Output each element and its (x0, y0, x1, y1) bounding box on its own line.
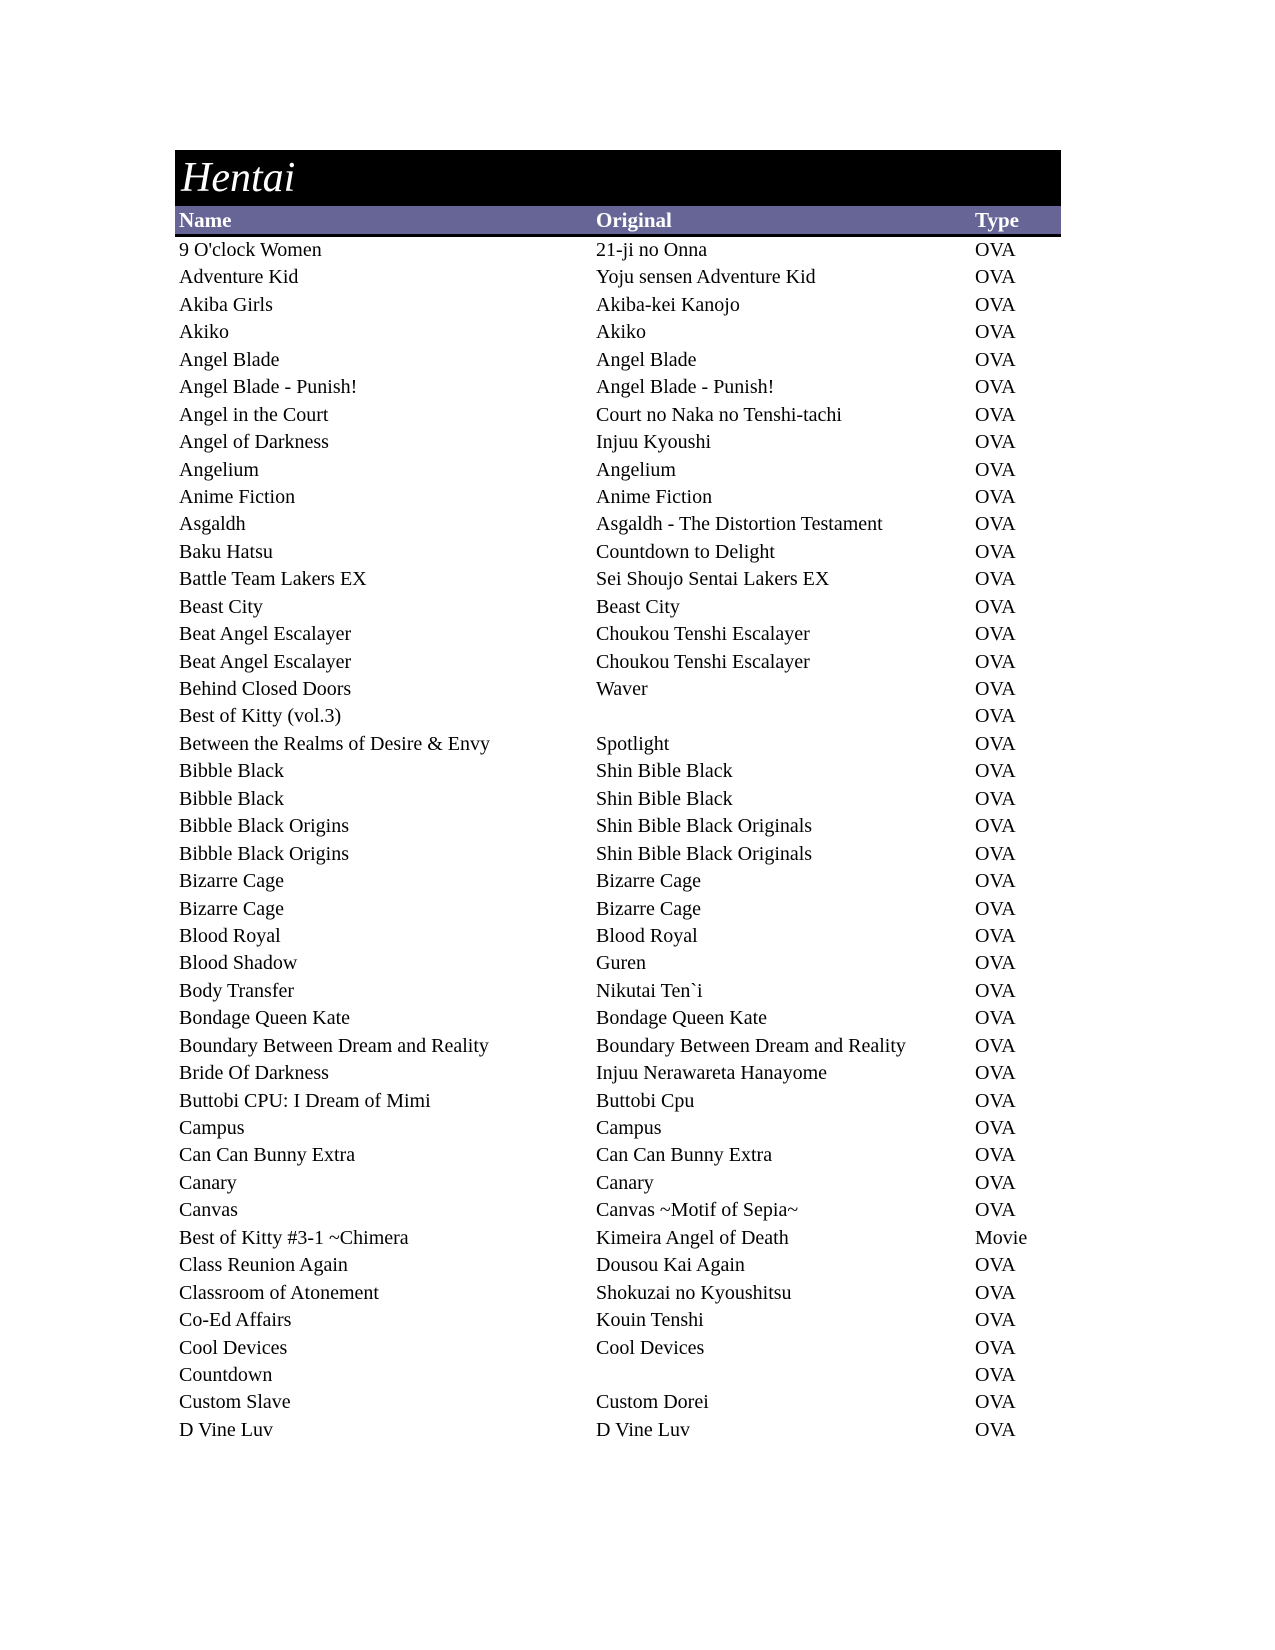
cell-name: Angel Blade - Punish! (179, 376, 358, 399)
cell-type: OVA (975, 431, 1016, 454)
cell-original: Custom Dorei (596, 1391, 709, 1414)
cell-type: OVA (975, 705, 1016, 728)
cell-name: Canvas (179, 1199, 238, 1222)
cell-original: Spotlight (596, 732, 670, 755)
cell-name: Asgaldh (179, 513, 246, 536)
cell-type: OVA (975, 870, 1016, 893)
table-row (175, 1088, 1061, 1115)
cell-name: Canary (179, 1171, 237, 1194)
cell-type: OVA (975, 239, 1016, 261)
cell-type: OVA (975, 897, 1016, 920)
table-row (175, 1225, 1061, 1252)
cell-name: Angel in the Court (179, 403, 329, 426)
cell-original: Akiko (596, 321, 646, 344)
cell-name: Between the Realms of Desire & Envy (179, 732, 491, 755)
cell-original: Blood Royal (596, 924, 698, 947)
cell-name: Behind Closed Doors (179, 678, 352, 700)
table-row (175, 649, 1061, 676)
cell-name: Bondage Queen Kate (179, 1007, 351, 1030)
table-row (175, 1335, 1061, 1362)
table-row (175, 374, 1061, 401)
table-row (175, 841, 1061, 868)
cell-type: OVA (975, 1171, 1016, 1194)
cell-type: OVA (975, 1418, 1016, 1441)
header-original: Original (596, 208, 672, 232)
cell-name: Beat Angel Escalayer (179, 650, 352, 673)
cell-original: Dousou Kai Again (596, 1254, 745, 1277)
cell-original: Guren (596, 952, 646, 975)
cell-name: Bride Of Darkness (179, 1062, 329, 1085)
table-row (175, 237, 1061, 264)
cell-type: OVA (975, 1089, 1016, 1112)
cell-name: Bizarre Cage (179, 870, 284, 893)
cell-original: Choukou Tenshi Escalayer (596, 623, 810, 646)
cell-original: Kouin Tenshi (596, 1309, 704, 1332)
cell-name: Boundary Between Dream and Reality (179, 1034, 489, 1057)
cell-original: Boundary Between Dream and Reality (596, 1034, 906, 1057)
table-header (175, 206, 1061, 237)
cell-name: Body Transfer (179, 979, 295, 1002)
cell-name: Anime Fiction (179, 485, 296, 508)
cell-type: OVA (975, 376, 1016, 399)
cell-name: Blood Shadow (179, 952, 298, 975)
cell-type: OVA (975, 623, 1016, 646)
cell-name: D Vine Luv (179, 1418, 273, 1441)
table-row (175, 1197, 1061, 1224)
cell-original: Waver (596, 678, 648, 700)
cell-name: Beat Angel Escalayer (179, 623, 352, 646)
cell-original: Shokuzai no Kyoushitsu (596, 1281, 792, 1304)
table-row (175, 1362, 1061, 1389)
cell-original: Bizarre Cage (596, 870, 701, 893)
table-row (175, 1389, 1061, 1416)
cell-original: Court no Naka no Tenshi-tachi (596, 403, 842, 426)
cell-original: Sei Shoujo Sentai Lakers EX (596, 568, 830, 591)
cell-original: Kimeira Angel of Death (596, 1226, 789, 1249)
cell-type: OVA (975, 732, 1016, 755)
cell-original: Shin Bible Black (596, 787, 733, 810)
cell-original: Nikutai Ten`i (596, 979, 703, 1002)
cell-type: OVA (975, 1199, 1016, 1222)
header-type: Type (975, 208, 1019, 232)
cell-original: Cool Devices (596, 1336, 705, 1359)
cell-type: OVA (975, 403, 1016, 426)
cell-type: OVA (975, 979, 1016, 1002)
table-row (175, 1170, 1061, 1197)
table-row (175, 621, 1061, 648)
table-row (175, 1115, 1061, 1142)
cell-original: Choukou Tenshi Escalayer (596, 650, 810, 673)
cell-type: OVA (975, 513, 1016, 536)
cell-name: Angel Blade (179, 348, 280, 371)
cell-type: OVA (975, 540, 1016, 563)
table-row (175, 731, 1061, 758)
cell-original: Bondage Queen Kate (596, 1007, 768, 1030)
cell-original: Campus (596, 1117, 662, 1139)
cell-original: Bizarre Cage (596, 897, 701, 920)
cell-type: OVA (975, 1007, 1016, 1030)
table-row (175, 1417, 1061, 1444)
sheet-title: Hentai (181, 155, 296, 201)
cell-original: Buttobi Cpu (596, 1089, 695, 1112)
table-row (175, 264, 1061, 291)
cell-type: OVA (975, 842, 1016, 865)
cell-name: Co-Ed Affairs (179, 1309, 292, 1332)
cell-name: Best of Kitty #3-1 ~Chimera (179, 1226, 409, 1249)
cell-type: OVA (975, 952, 1016, 975)
cell-original: Beast City (596, 595, 680, 618)
cell-original: Asgaldh - The Distortion Testament (596, 513, 883, 536)
cell-name: Angel of Darkness (179, 431, 329, 454)
cell-original: Shin Bible Black (596, 760, 733, 783)
cell-name: Bibble Black (179, 787, 284, 810)
cell-name: Cool Devices (179, 1336, 288, 1359)
table-row (175, 402, 1061, 429)
cell-type: OVA (975, 1117, 1016, 1139)
table-row (175, 347, 1061, 374)
cell-type: OVA (975, 1144, 1016, 1167)
cell-type: OVA (975, 1034, 1016, 1057)
cell-name: Bibble Black Origins (179, 815, 349, 838)
cell-type: OVA (975, 1336, 1016, 1359)
cell-name: Beast City (179, 595, 263, 618)
cell-original: Canary (596, 1171, 654, 1194)
table-row (175, 1005, 1061, 1032)
cell-name: Akiko (179, 321, 229, 344)
table-row (175, 566, 1061, 593)
cell-type: OVA (975, 485, 1016, 508)
table-row (175, 319, 1061, 346)
cell-name: Best of Kitty (vol.3) (179, 705, 342, 728)
cell-type: OVA (975, 678, 1016, 700)
cell-type: OVA (975, 1309, 1016, 1332)
table-row (175, 676, 1061, 703)
cell-type: OVA (975, 595, 1016, 618)
cell-type: OVA (975, 815, 1016, 838)
cell-name: Bizarre Cage (179, 897, 284, 920)
cell-name: Custom Slave (179, 1391, 291, 1414)
header-name: Name (179, 208, 232, 232)
table-row (175, 484, 1061, 511)
cell-name: Classroom of Atonement (179, 1281, 379, 1304)
cell-type: OVA (975, 1254, 1016, 1277)
table-row (175, 813, 1061, 840)
table-row (175, 896, 1061, 923)
table-row (175, 786, 1061, 813)
cell-type: OVA (975, 266, 1016, 289)
cell-original: Injuu Kyoushi (596, 431, 711, 454)
cell-type: OVA (975, 760, 1016, 783)
cell-original: Shin Bible Black Originals (596, 842, 813, 865)
cell-type: OVA (975, 458, 1016, 481)
cell-original: Canvas ~Motif of Sepia~ (596, 1199, 799, 1222)
cell-type: OVA (975, 1281, 1016, 1304)
cell-original: Yoju sensen Adventure Kid (596, 266, 816, 289)
cell-name: Campus (179, 1117, 245, 1139)
table-row (175, 868, 1061, 895)
table-row (175, 703, 1061, 730)
cell-name: 9 O'clock Women (179, 239, 322, 261)
cell-original: Angel Blade - Punish! (596, 376, 775, 399)
title-bar (175, 150, 1061, 206)
cell-name: Bibble Black Origins (179, 842, 349, 865)
cell-type: OVA (975, 1363, 1016, 1386)
cell-original: Akiba-kei Kanojo (596, 293, 740, 316)
cell-type: OVA (975, 293, 1016, 316)
cell-original: Angelium (596, 458, 676, 481)
cell-type: OVA (975, 787, 1016, 810)
cell-type: OVA (975, 568, 1016, 591)
cell-original: Can Can Bunny Extra (596, 1144, 773, 1167)
cell-type: OVA (975, 924, 1016, 947)
cell-name: Blood Royal (179, 924, 281, 947)
cell-original: Anime Fiction (596, 485, 713, 508)
cell-type: OVA (975, 1062, 1016, 1085)
table-row (175, 1252, 1061, 1279)
table-row (175, 511, 1061, 538)
cell-original: Injuu Nerawareta Hanayome (596, 1062, 827, 1085)
cell-name: Countdown (179, 1363, 273, 1386)
table-row (175, 1280, 1061, 1307)
cell-name: Adventure Kid (179, 266, 299, 289)
table-row (175, 1307, 1061, 1334)
table-row (175, 978, 1061, 1005)
cell-name: Class Reunion Again (179, 1254, 348, 1277)
cell-type: OVA (975, 321, 1016, 344)
cell-original: Shin Bible Black Originals (596, 815, 813, 838)
table-row (175, 539, 1061, 566)
cell-original: 21-ji no Onna (596, 239, 708, 261)
cell-name: Can Can Bunny Extra (179, 1144, 356, 1167)
table-row (175, 457, 1061, 484)
table-row (175, 950, 1061, 977)
cell-name: Baku Hatsu (179, 540, 273, 563)
cell-type: OVA (975, 650, 1016, 673)
cell-name: Battle Team Lakers EX (179, 568, 367, 591)
table-row (175, 923, 1061, 950)
cell-type: OVA (975, 348, 1016, 371)
cell-type: OVA (975, 1391, 1016, 1414)
cell-name: Akiba Girls (179, 293, 273, 316)
cell-name: Buttobi CPU: I Dream of Mimi (179, 1089, 431, 1112)
spreadsheet (175, 150, 1061, 1444)
table-row (175, 758, 1061, 785)
table-row (175, 292, 1061, 319)
cell-original: Angel Blade (596, 348, 697, 371)
cell-name: Angelium (179, 458, 259, 481)
table-row (175, 429, 1061, 456)
table-row (175, 1060, 1061, 1087)
table-body (175, 237, 1061, 1444)
table-row (175, 1033, 1061, 1060)
cell-original: D Vine Luv (596, 1418, 690, 1441)
table-row (175, 1142, 1061, 1169)
table-row (175, 594, 1061, 621)
cell-type: Movie (975, 1226, 1028, 1249)
cell-name: Bibble Black (179, 760, 284, 783)
cell-original: Countdown to Delight (596, 540, 775, 563)
